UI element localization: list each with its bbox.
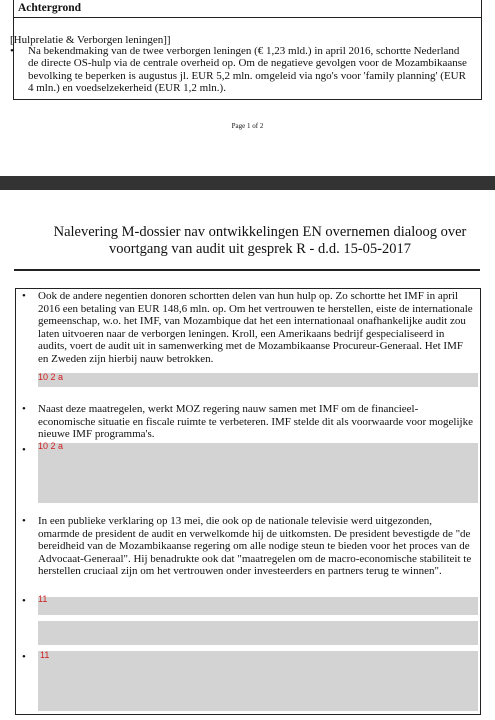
page-separator — [0, 176, 495, 190]
paragraph-2: Naast deze maatregelen, werkt MOZ regering nauw samen met IMF om de financieel-economische situatie en fiscale ruimte te verbeteren. IMF stelde dit als voorwaarde voor mogelijke nieuwe IMF programma's. — [38, 403, 473, 441]
redaction-code: 10 2 a — [38, 372, 64, 382]
paragraph-1: Ook de andere negentien donoren schortten delen van hun hulp op. Zo schortte het IMF in april 2016 een betaling van EUR 148,6 mln. op. Om het vertrouwen te herstellen, eiste de internationale gemeenschap, w.o. het IMF, van Mozambique dat het een internationaal onafhankelijke audit zou laten uitvoeren naar de verborgen leningen. Kroll, een Amerikaans bedrijf gespecialiseerd in audits, voert de audit uit in samenwerking met de Mozambikaanse Procureur-Generaal. Het IMF en Zweden zijn hierbij nauw betrokken. — [38, 290, 473, 365]
bullet-icon: • — [10, 45, 14, 57]
redaction-block — [38, 443, 478, 503]
bullet-icon: • — [22, 444, 26, 456]
content-box — [15, 288, 481, 715]
background-paragraph: Na bekendmaking van de twee verborgen leningen (€ 1,23 mld.) in april 2016, schortte Nederland de directe OS-hulp via de centrale overheid op. Om de negatieve gevolgen voor de Mozambikaanse bevolking te beperken is augustus jl. EUR 5,2 mln. omgeleid via ngo's voor 'family planning' (EUR 4 mln.) en voedselzekerheid (EUR 1,2 mln.). — [28, 45, 467, 94]
redaction-code: 10 2 a — [38, 441, 64, 451]
bullet-icon: • — [22, 290, 26, 302]
bullet-icon: • — [22, 515, 26, 527]
redaction-code: 11 — [40, 650, 50, 660]
paragraph-3: In een publieke verklaring op 13 mei, die ook op de nationale televisie werd uitgezonden, omarmde de president de audit en verwelkomde hij de uitkomsten. De president bevestigde de "de bereidheid van de Mozambikaanse regering om alle nodige steun te bieden voor het proces van de Advocaat-Generaal". Hij benadrukte ook dat "maatregelen om de macro-economische stabiliteit te herstellen cruciaal zijn om het vertrouwen onder investeerders en partners terug te winnen". — [38, 515, 472, 578]
redaction-code: 11 — [38, 594, 48, 604]
page-footer: Page 1 of 2 — [231, 122, 264, 130]
bullet-icon: • — [22, 403, 26, 415]
redaction-block — [38, 651, 478, 711]
background-heading: Achtergrond — [14, 0, 481, 18]
background-tag: [Hulprelatie & Verborgen leningen]] — [10, 34, 171, 46]
document-title: Nalevering M-dossier nav ontwikkelingen EN overnemen dialoog over voortgang van audit uit gesprek R - d.d. 15-05-2017 — [53, 224, 467, 257]
bullet-icon: • — [22, 595, 26, 607]
bullet-icon: • — [22, 651, 26, 663]
redaction-block — [38, 621, 478, 645]
redaction-block — [38, 597, 478, 615]
title-rule — [14, 269, 480, 271]
redaction-block — [38, 373, 478, 387]
